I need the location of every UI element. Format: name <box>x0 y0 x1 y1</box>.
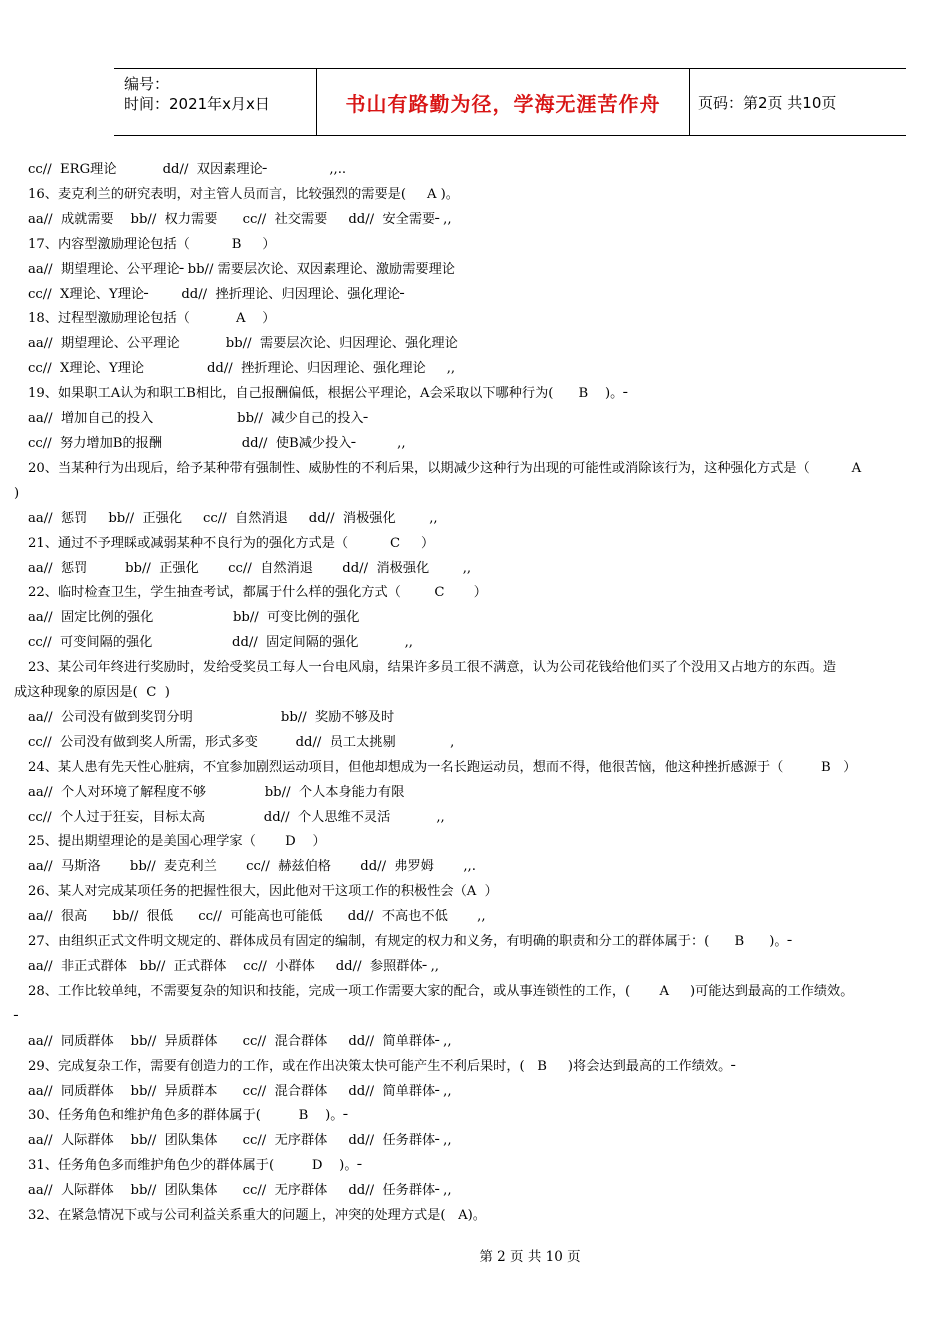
options-31: aa// 人际群体 bb// 团队集体 cc// 无序群体 dd// 任务群体╴,, <box>28 1183 452 1199</box>
question-17: 17、内容型激励理论包括（ B ） <box>28 236 276 252</box>
options-18-cd: cc// X理论、Y理论 dd// 挫折理论、归因理论、强化理论 ,, <box>28 361 456 377</box>
options-23-ab: aa// 公司没有做到奖罚分明 bb// 奖励不够及时 <box>28 709 395 725</box>
question-25: 25、提出期望理论的是美国心理学家（ D ） <box>28 834 326 850</box>
question-18: 18、过程型激励理论包括（ A ） <box>28 311 276 327</box>
header-page-code: 页码：第2页 共10页 <box>698 93 837 112</box>
options-17-cd: cc// X理论、Y理论╴ dd// 挫折理论、归因理论、强化理论╴ <box>28 286 409 302</box>
options-28: aa// 同质群体 bb// 异质群体 cc// 混合群体 dd// 简单群体╴,, <box>28 1033 452 1049</box>
options-27: aa// 非正式群体 bb// 正式群体 cc// 小群体 dd// 参照群体╴,, <box>28 959 439 974</box>
options-26: aa// 很高 bb// 很低 cc// 可能高也可能低 dd// 不高也不低 ,, <box>28 909 486 925</box>
options-17-ab: aa// 期望理论、公平理论╴bb// 需要层次论、双因素理论、激励需要理论 <box>28 261 455 277</box>
question-29: 29、完成复杂工作，需要有创造力的工作，或在作出决策太快可能产生不利后果时，( B )将会达到最高的工作绩效。╴ <box>28 1058 740 1074</box>
options-22-ab: aa// 固定比例的强化 bb// 可变比例的强化 <box>28 610 360 626</box>
options-18-ab: aa// 期望理论、公平理论 bb// 需要层次论、归因理论、强化理论 <box>28 336 458 352</box>
options-24-cd: cc// 个人过于狂妄，目标太高 dd// 个人思维不灵活 ,, <box>28 809 445 825</box>
question-23-continued: 成这种现象的原因是( C ) <box>14 685 170 701</box>
options-19-ab: aa// 增加自己的投入 bb// 减少自己的投入╴ <box>28 411 372 427</box>
options-20: aa// 惩罚 bb// 正强化 cc// 自然消退 dd// 消极强化 ,, <box>28 510 438 526</box>
page-header <box>114 68 906 136</box>
question-16: 16、麦克利兰的研究表明，对主管人员而言，比较强烈的需要是( A )。 <box>28 186 459 202</box>
header-motto: 书山有路勤为径，学海无涯苦作舟 <box>345 91 661 116</box>
question-19: 19、如果职工A认为和职工B相比，自己报酬偏低，根据公平理论，A会采取以下哪种行为( B )。╴ <box>28 386 632 402</box>
options-29: aa// 同质群体 bb// 异质群本 cc// 混合群体 dd// 简单群体╴,, <box>28 1083 452 1099</box>
options-21: aa// 惩罚 bb// 正强化 cc// 自然消退 dd// 消极强化 ,, <box>28 560 472 576</box>
question-20: 20、当某种行为出现后，给予某种带有强制性、威胁性的不利后果，以期减少这种行为出现的可能性或消除该行为，这种强化方式是（ A <box>28 460 862 476</box>
text-line: cc// ERG理论 dd// 双因素理论╴ ,,.. <box>28 162 347 177</box>
question-28-continued: ╴ <box>14 1008 22 1024</box>
question-22: 22、临时检查卫生，学生抽查考试，都属于什么样的强化方式（ C ） <box>28 585 487 601</box>
options-22-cd: cc// 可变间隔的强化 dd// 固定间隔的强化 ,, <box>28 635 413 651</box>
question-20-continued: ) <box>14 485 20 501</box>
question-27: 27、由组织正式文件明文规定的、群体成员有固定的编制，有规定的权力和义务，有明确的职责和分工的群体属于：( B )。╴ <box>28 934 796 950</box>
header-divider-right <box>689 68 690 136</box>
question-28: 28、工作比较单纯，不需要复杂的知识和技能，完成一项工作需要大家的配合，或从事连锁性的工作，( A )可能达到最高的工作绩效。 <box>28 983 854 999</box>
document-body <box>14 158 926 1229</box>
question-23: 23、某公司年终进行奖励时，发给受奖员工每人一台电风扇，结果许多员工很不满意，认为公司花钱给他们买了个没用又占地方的东西。造 <box>28 660 837 676</box>
question-31: 31、任务角色多而维护角色少的群体属于( D )。╴ <box>28 1158 366 1174</box>
number-label: 编号： <box>124 75 170 93</box>
options-30: aa// 人际群体 bb// 团队集体 cc// 无序群体 dd// 任务群体╴,, <box>28 1133 452 1149</box>
options-16: aa// 成就需要 bb// 权力需要 cc// 社交需要 dd// 安全需要╴,, <box>28 211 452 227</box>
question-30: 30、任务角色和维护角色多的群体属于( B )。╴ <box>28 1108 352 1124</box>
question-24: 24、某人患有先天性心脏病，不宜参加剧烈运动项目，但他却想成为一名长跑运动员，想而不得，他很苦恼，他这种挫折感源于（ B ） <box>28 759 857 775</box>
question-26: 26、某人对完成某项任务的把握性很大，因此他对干这项工作的积极性会（A ） <box>28 884 498 900</box>
time-label: 时间：2021年x月x日 <box>124 95 270 113</box>
options-25: aa// 马斯洛 bb// 麦克利兰 cc// 赫兹伯格 dd// 弗罗姆 ,,. <box>28 859 476 875</box>
page-footer: 第 2 页 共 10 页 <box>479 1249 581 1265</box>
question-32: 32、在紧急情况下或与公司利益关系重大的问题上，冲突的处理方式是( A)。 <box>28 1208 486 1224</box>
options-23-cd: cc// 公司没有做到奖人所需，形式多变 dd// 员工太挑剔 , <box>28 734 455 750</box>
options-24-ab: aa// 个人对环境了解程度不够 bb// 个人本身能力有限 <box>28 784 405 800</box>
options-19-cd: cc// 努力增加B的报酬 dd// 使B减少投入╴ ,, <box>28 435 406 451</box>
header-meta <box>124 74 270 114</box>
question-21: 21、通过不予理睬或减弱某种不良行为的强化方式是（ C ） <box>28 535 435 551</box>
